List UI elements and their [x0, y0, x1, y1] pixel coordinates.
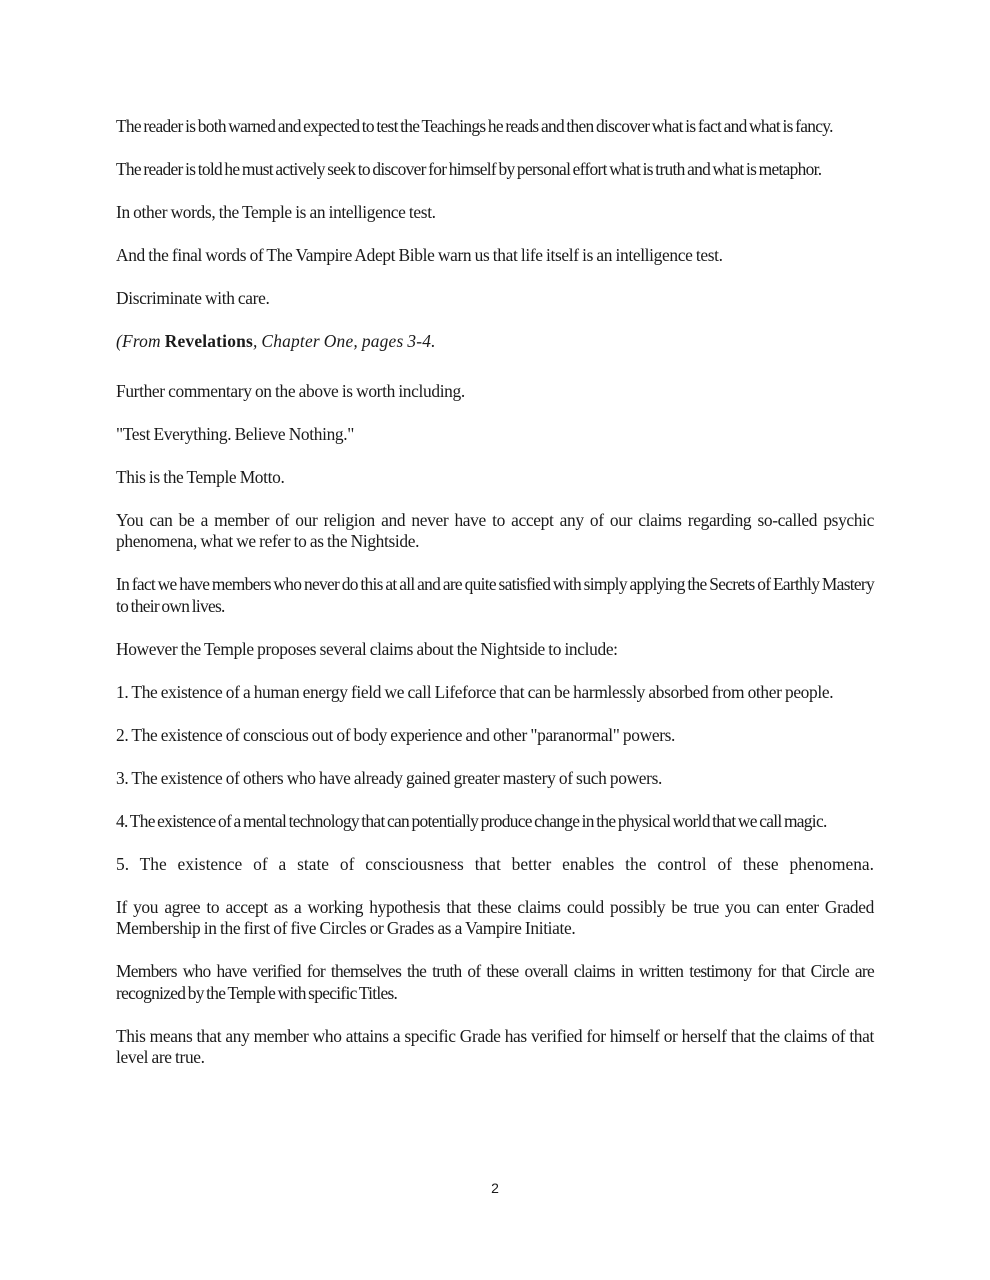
claim-item-2: 2. The existence of conscious out of body experience and other "paranormal" powers.	[116, 724, 676, 745]
paragraph-further-commentary: Further commentary on the above is worth including.	[116, 380, 465, 401]
citation-title: Revelations	[164, 331, 253, 351]
citation-suffix: , Chapter One, pages 3-4.	[252, 331, 436, 351]
paragraph-temple-motto: This is the Temple Motto.	[116, 466, 285, 487]
paragraph-seek-truth: The reader is told he must actively seek to discover for himself by personal effort what is truth and what is metaphor.	[116, 159, 822, 179]
page-number: 2	[491, 1180, 499, 1196]
citation	[116, 331, 874, 353]
paragraph-earthly-mastery: In fact we have members who never do this at all and are quite satisfied with simply applying the Secrets of Earthly Mastery to their own lives.	[116, 574, 874, 616]
paragraph-final-words: And the final words of The Vampire Adept Bible warn us that life itself is an intelligence test.	[116, 245, 723, 265]
paragraph-specific-grade: This means that any member who attains a specific Grade has verified for himself or herself that the claims of that level are true.	[116, 1025, 874, 1067]
paragraph-graded-membership: If you agree to accept as a working hypothesis that these claims could possibly be true you can enter Graded Membership in the first of five Circles or Grades as a Vampire Initiate.	[116, 896, 874, 938]
citation-prefix: (From	[116, 331, 165, 351]
paragraph-nightside-claims: However the Temple proposes several claims about the Nightside to include:	[116, 638, 618, 659]
paragraph-member-religion: You can be a member of our religion and never have to accept any of our claims regarding so-called psychic phenomena, what we refer to as the Nightside.	[116, 509, 874, 551]
document-body	[116, 116, 874, 1090]
claim-item-1: 1. The existence of a human energy field we call Lifeforce that can be harmlessly absorbed from other people.	[116, 681, 834, 702]
paragraph-test-teachings: The reader is both warned and expected to test the Teachings he reads and then discover what is fact and what is fancy.	[116, 116, 833, 136]
claim-item-5: 5. The existence of a state of consciousness that better enables the control of these phenomena.	[116, 853, 874, 874]
paragraph-discriminate: Discriminate with care.	[116, 288, 270, 308]
claim-item-3: 3. The existence of others who have already gained greater mastery of such powers.	[116, 767, 663, 788]
paragraph-motto-quote: "Test Everything. Believe Nothing."	[116, 423, 355, 444]
paragraph-verified-members: Members who have verified for themselves the truth of these overall claims in written testimony for that Circle are recognized by the Temple with specific Titles.	[116, 961, 874, 1003]
paragraph-intelligence-test: In other words, the Temple is an intelligence test.	[116, 202, 436, 222]
claim-item-4: 4. The existence of a mental technology that can potentially produce change in the physical world that we call magic.	[116, 810, 827, 831]
